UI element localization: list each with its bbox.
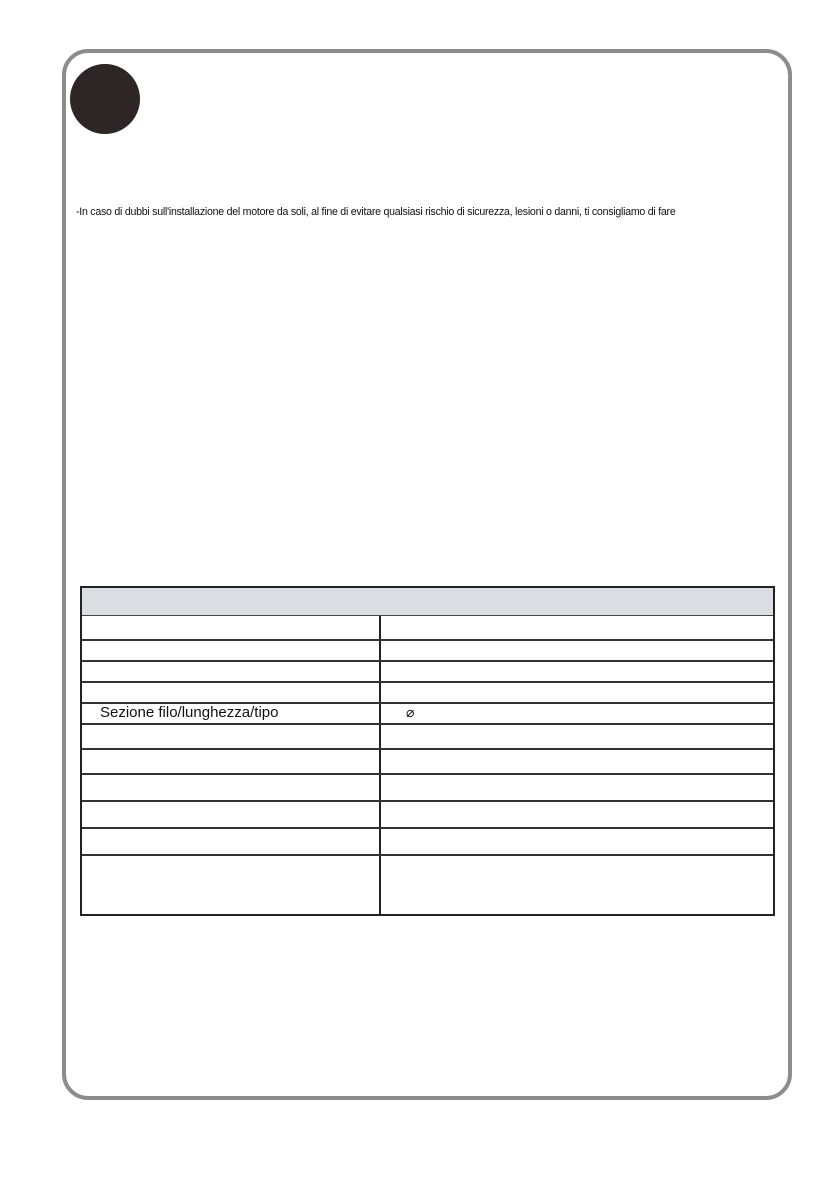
table-row-divider	[82, 723, 773, 725]
table-row-divider	[82, 773, 773, 775]
table-row-divider	[82, 748, 773, 750]
diameter-icon: ⌀	[406, 705, 415, 721]
intro-text: -In caso di dubbi sull'installazione del motore da soli, al fine di evitare qualsiasi rischio di sicurezza, lesioni o danni, ti consigliamo di fare	[76, 206, 676, 218]
spec-table	[80, 586, 775, 916]
table-row-divider	[82, 681, 773, 683]
row-label-wire-section: Sezione filo/lunghezza/tipo	[100, 704, 279, 721]
table-header-row	[82, 588, 773, 616]
table-row-divider	[82, 660, 773, 662]
table-row-divider	[82, 854, 773, 856]
table-row-divider	[82, 827, 773, 829]
table-row-divider	[82, 800, 773, 802]
table-row-divider	[82, 639, 773, 641]
section-number-badge	[70, 64, 140, 134]
